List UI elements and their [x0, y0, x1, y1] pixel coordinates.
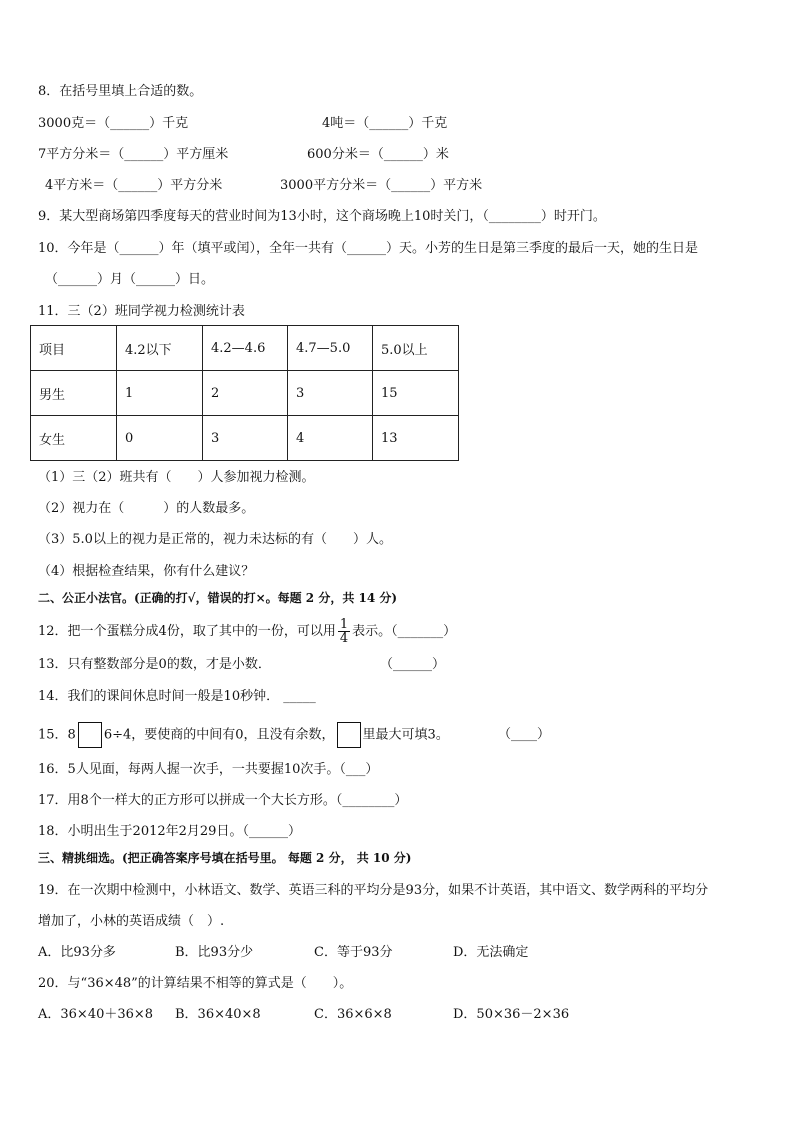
q8-item-d: 600分米＝（______）米 [307, 147, 449, 162]
q20-option-c: C．36×6×8 [314, 1007, 392, 1022]
table-cell: 0 [117, 416, 203, 461]
section3-heading: 三、精挑细选。(把正确答案序号填在括号里。 每题 2 分， 共 10 分) [38, 851, 412, 865]
q20-option-b: B．36×40×8 [175, 1007, 261, 1022]
answer-box [337, 722, 361, 748]
table-cell: 女生 [31, 416, 117, 461]
table-header-cell: 4.7—5.0 [288, 326, 373, 371]
q8-item-f: 3000平方分米＝（______）平方米 [280, 178, 483, 193]
table-cell: 男生 [31, 371, 117, 416]
table-cell: 4 [288, 416, 373, 461]
q15-blank: （____） [498, 727, 551, 742]
table-header-cell: 4.2—4.6 [203, 326, 288, 371]
section2-heading: 二、公正小法官。(正确的打√，错误的打×。每题 2 分，共 14 分) [38, 591, 398, 605]
q13-blank: （______） [380, 657, 446, 672]
q19-option-d: D．无法确定 [453, 945, 529, 960]
q20-option-d: D．50×36－2×36 [453, 1007, 570, 1022]
q8-item-a: 3000克＝（______）千克 [38, 116, 189, 131]
q11-title: 11．三（2）班同学视力检测统计表 [38, 304, 245, 319]
q13-text: 13．只有整数部分是0的数，才是小数． [38, 657, 271, 672]
q19-option-b: B．比93分少 [175, 945, 254, 960]
q15-part1: 15．8 [38, 727, 76, 743]
q8-title: 8．在括号里填上合适的数。 [38, 84, 203, 99]
q10-line2: （______）月（______）日。 [45, 272, 215, 287]
table-header-cell: 项目 [31, 326, 117, 371]
answer-box [78, 722, 102, 748]
q8-item-c: 7平方分米＝（______）平方厘米 [38, 147, 229, 162]
q9: 9．某大型商场第四季度每天的营业时间为13小时，这个商场晚上10时关门，（________）时开门。 [38, 209, 606, 224]
table-cell: 1 [117, 371, 203, 416]
q12-post: 表示。（_______） [352, 624, 457, 639]
q11-sub3: （3）5.0以上的视力是正常的，视力未达标的有（ ）人。 [38, 532, 392, 547]
table-header-cell: 5.0以上 [373, 326, 459, 371]
q19-option-c: C．等于93分 [314, 945, 393, 960]
q20-option-a: A．36×40＋36×8 [38, 1007, 154, 1022]
q11-sub2: （2）视力在（ ）的人数最多。 [38, 501, 255, 516]
q19-line1: 19．在一次期中检测中，小林语文、数学、英语三科的平均分是93分，如果不计英语，其中语文、数学两科的平均分 [38, 883, 709, 898]
table-cell: 2 [203, 371, 288, 416]
q14: 14．我们的课间休息时间一般是10秒钟． _____ [38, 689, 316, 704]
fraction-denominator: 4 [339, 631, 349, 646]
q16: 16．5人见面，每两人握一次手，一共要握10次手。（___） [38, 762, 379, 777]
table-row [31, 371, 459, 416]
q20-stem: 20．与“36×48”的计算结果不相等的算式是（ ）。 [38, 976, 353, 991]
q17: 17．用8个一样大的正方形可以拼成一个大长方形。（________） [38, 793, 408, 808]
table-header-row [31, 326, 459, 371]
q12-pre: 12．把一个蛋糕分成4份，取了其中的一份，可以用 [38, 624, 336, 639]
vision-table [30, 325, 459, 461]
q19-line2: 增加了，小林的英语成绩（ ）. [38, 914, 225, 929]
table-cell: 15 [373, 371, 459, 416]
q19-option-a: A．比93分多 [38, 945, 116, 960]
q8-item-e: 4平方米＝（______）平方分米 [45, 178, 223, 193]
q18: 18．小明出生于2012年2月29日。（______） [38, 824, 301, 839]
q8-item-b: 4吨＝（______）千克 [322, 116, 448, 131]
q10-line1: 10．今年是（______）年（填平或闰），全年一共有（______）天。小芳的生日是第三季度的最后一天，她的生日是 [38, 241, 699, 256]
fraction-numerator: 1 [339, 617, 349, 632]
table-cell: 13 [373, 416, 459, 461]
table-row [31, 416, 459, 461]
q15-part2: 6÷4，要使商的中间有0，且没有余数， [103, 727, 335, 743]
table-cell: 3 [288, 371, 373, 416]
q11-sub1: （1）三（2）班共有（ ）人参加视力检测。 [38, 470, 315, 485]
q12 [38, 618, 456, 645]
q11-sub4: （4）根据检查结果，你有什么建议？ [38, 564, 255, 579]
q15 [38, 722, 449, 749]
table-cell: 3 [203, 416, 288, 461]
table-header-cell: 4.2以下 [117, 326, 203, 371]
fraction [338, 618, 350, 645]
q15-part3: 里最大可填3。 [362, 727, 449, 743]
